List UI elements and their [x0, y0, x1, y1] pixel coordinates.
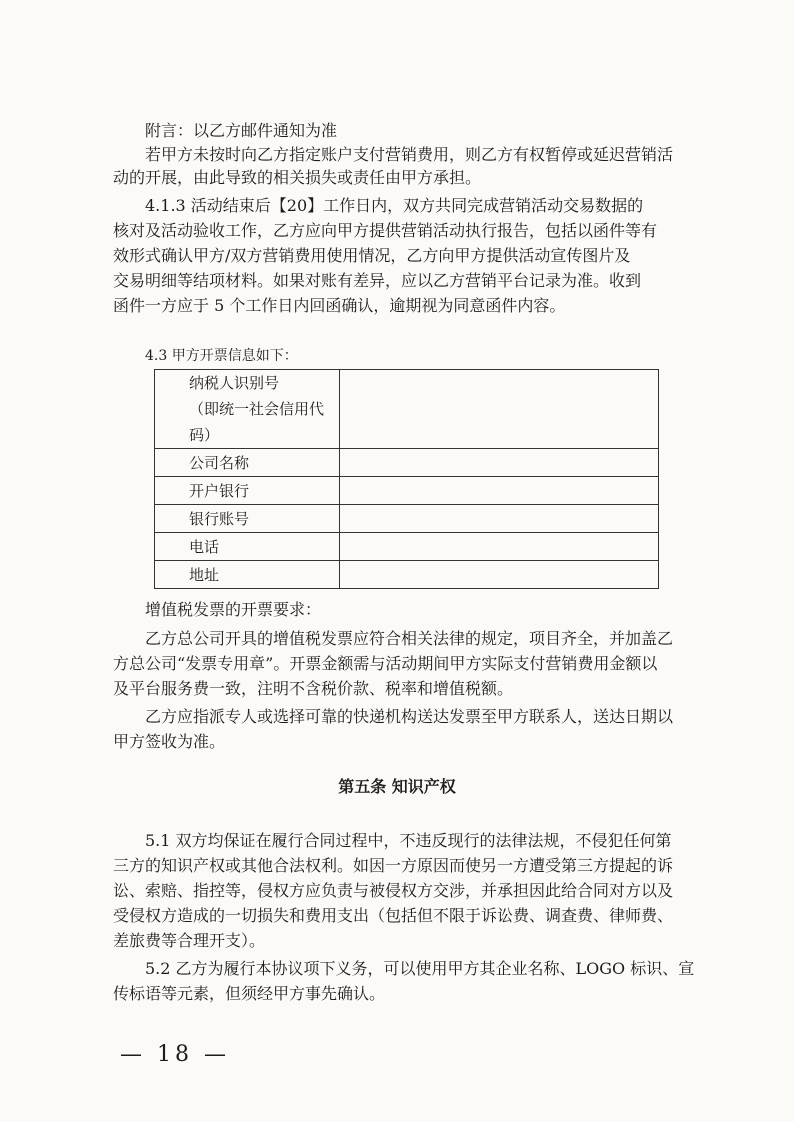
phone-value [340, 533, 659, 561]
vat-line-3: 及平台服务费一致，注明不含税价款、税率和增值税额。 [113, 679, 514, 698]
address-value [340, 561, 659, 589]
table-row [155, 561, 659, 589]
vat-line-1: 乙方总公司开具的增值税发票应符合相关法律的规定，项目齐全，并加盖乙 [145, 629, 674, 648]
clause-5-1-line-1: 5.1 双方均保证在履行合同过程中，不违反现行的法律法规，不侵犯任何第 [145, 831, 672, 850]
invoice-info-table [154, 369, 659, 589]
clause-4-1-3-line-2: 核对及活动验收工作，乙方应向甲方提供营销活动执行报告，包括以函件等有 [113, 221, 658, 240]
table-row [155, 449, 659, 477]
late-payment-line-1: 若甲方未按时向乙方指定账户支付营销费用，则乙方有权暂停或延迟营销活 [145, 145, 674, 164]
clause-5-1-line-2: 三方的知识产权或其他合法权利。如因一方原因而使另一方遭受第三方提起的诉 [113, 856, 674, 875]
clause-5-2-line-1: 5.2 乙方为履行本协议项下义务，可以使用甲方其企业名称、LOGO 标识、宣 [145, 959, 695, 978]
clause-4-3-heading: 4.3 甲方开票信息如下： [145, 348, 298, 364]
bank-value [340, 477, 659, 505]
clause-5-1-line-5: 差旅费等合理开支）。 [113, 931, 266, 950]
account-value [340, 505, 659, 533]
table-row [155, 370, 659, 449]
vat-line-2: 方总公司“发票专用章”。开票金额需与活动期间甲方实际支付营销费用金额以 [113, 654, 658, 673]
clause-5-1-line-4: 受侵权方造成的一切损失和费用支出（包括但不限于诉讼费、调查费、律师费、 [113, 906, 674, 925]
delivery-line-2: 甲方签收为准。 [113, 732, 226, 751]
clause-4-1-3-line-5: 函件一方应于 5 个工作日内回函确认，逾期视为同意函件内容。 [113, 296, 566, 315]
clause-5-1-line-3: 讼、索赔、指控等，侵权方应负责与被侵权方交涉，并承担因此给合同对方以及 [113, 881, 674, 900]
note-line: 附言：以乙方邮件通知为准 [145, 121, 338, 140]
bank-label: 开户银行 [155, 477, 340, 505]
address-label: 地址 [155, 561, 340, 589]
taxpayer-id-line-2: （即统一社会信用代码） [189, 400, 325, 444]
section-5-title: 第五条 知识产权 [338, 777, 456, 796]
clause-4-1-3-line-1: 4.1.3 活动结束后【20】工作日内，双方共同完成营销活动交易数据的 [145, 196, 644, 215]
taxpayer-id-label [155, 370, 340, 449]
clause-4-1-3-line-3: 效形式确认甲方/双方营销费用使用情况，乙方向甲方提供活动宣传图片及 [113, 246, 631, 265]
taxpayer-id-line-1: 纳税人识别号 [189, 374, 280, 392]
phone-label: 电话 [155, 533, 340, 561]
company-name-label: 公司名称 [155, 449, 340, 477]
company-name-value [340, 449, 659, 477]
clause-5-2-line-2: 传标语等元素，但须经甲方事先确认。 [113, 984, 386, 1003]
table-row [155, 533, 659, 561]
taxpayer-id-value [340, 370, 659, 449]
table-row [155, 477, 659, 505]
clause-4-1-3-line-4: 交易明细等结项材料。如果对账有差异，应以乙方营销平台记录为准。收到 [113, 271, 642, 290]
delivery-line-1: 乙方应指派专人或选择可靠的快递机构送达发票至甲方联系人，送达日期以 [145, 707, 674, 726]
page-number: — 18 — [120, 1042, 230, 1067]
vat-heading: 增值税发票的开票要求： [145, 600, 322, 619]
table-row [155, 505, 659, 533]
late-payment-line-2: 动的开展，由此导致的相关损失或责任由甲方承担。 [113, 168, 482, 187]
account-label: 银行账号 [155, 505, 340, 533]
